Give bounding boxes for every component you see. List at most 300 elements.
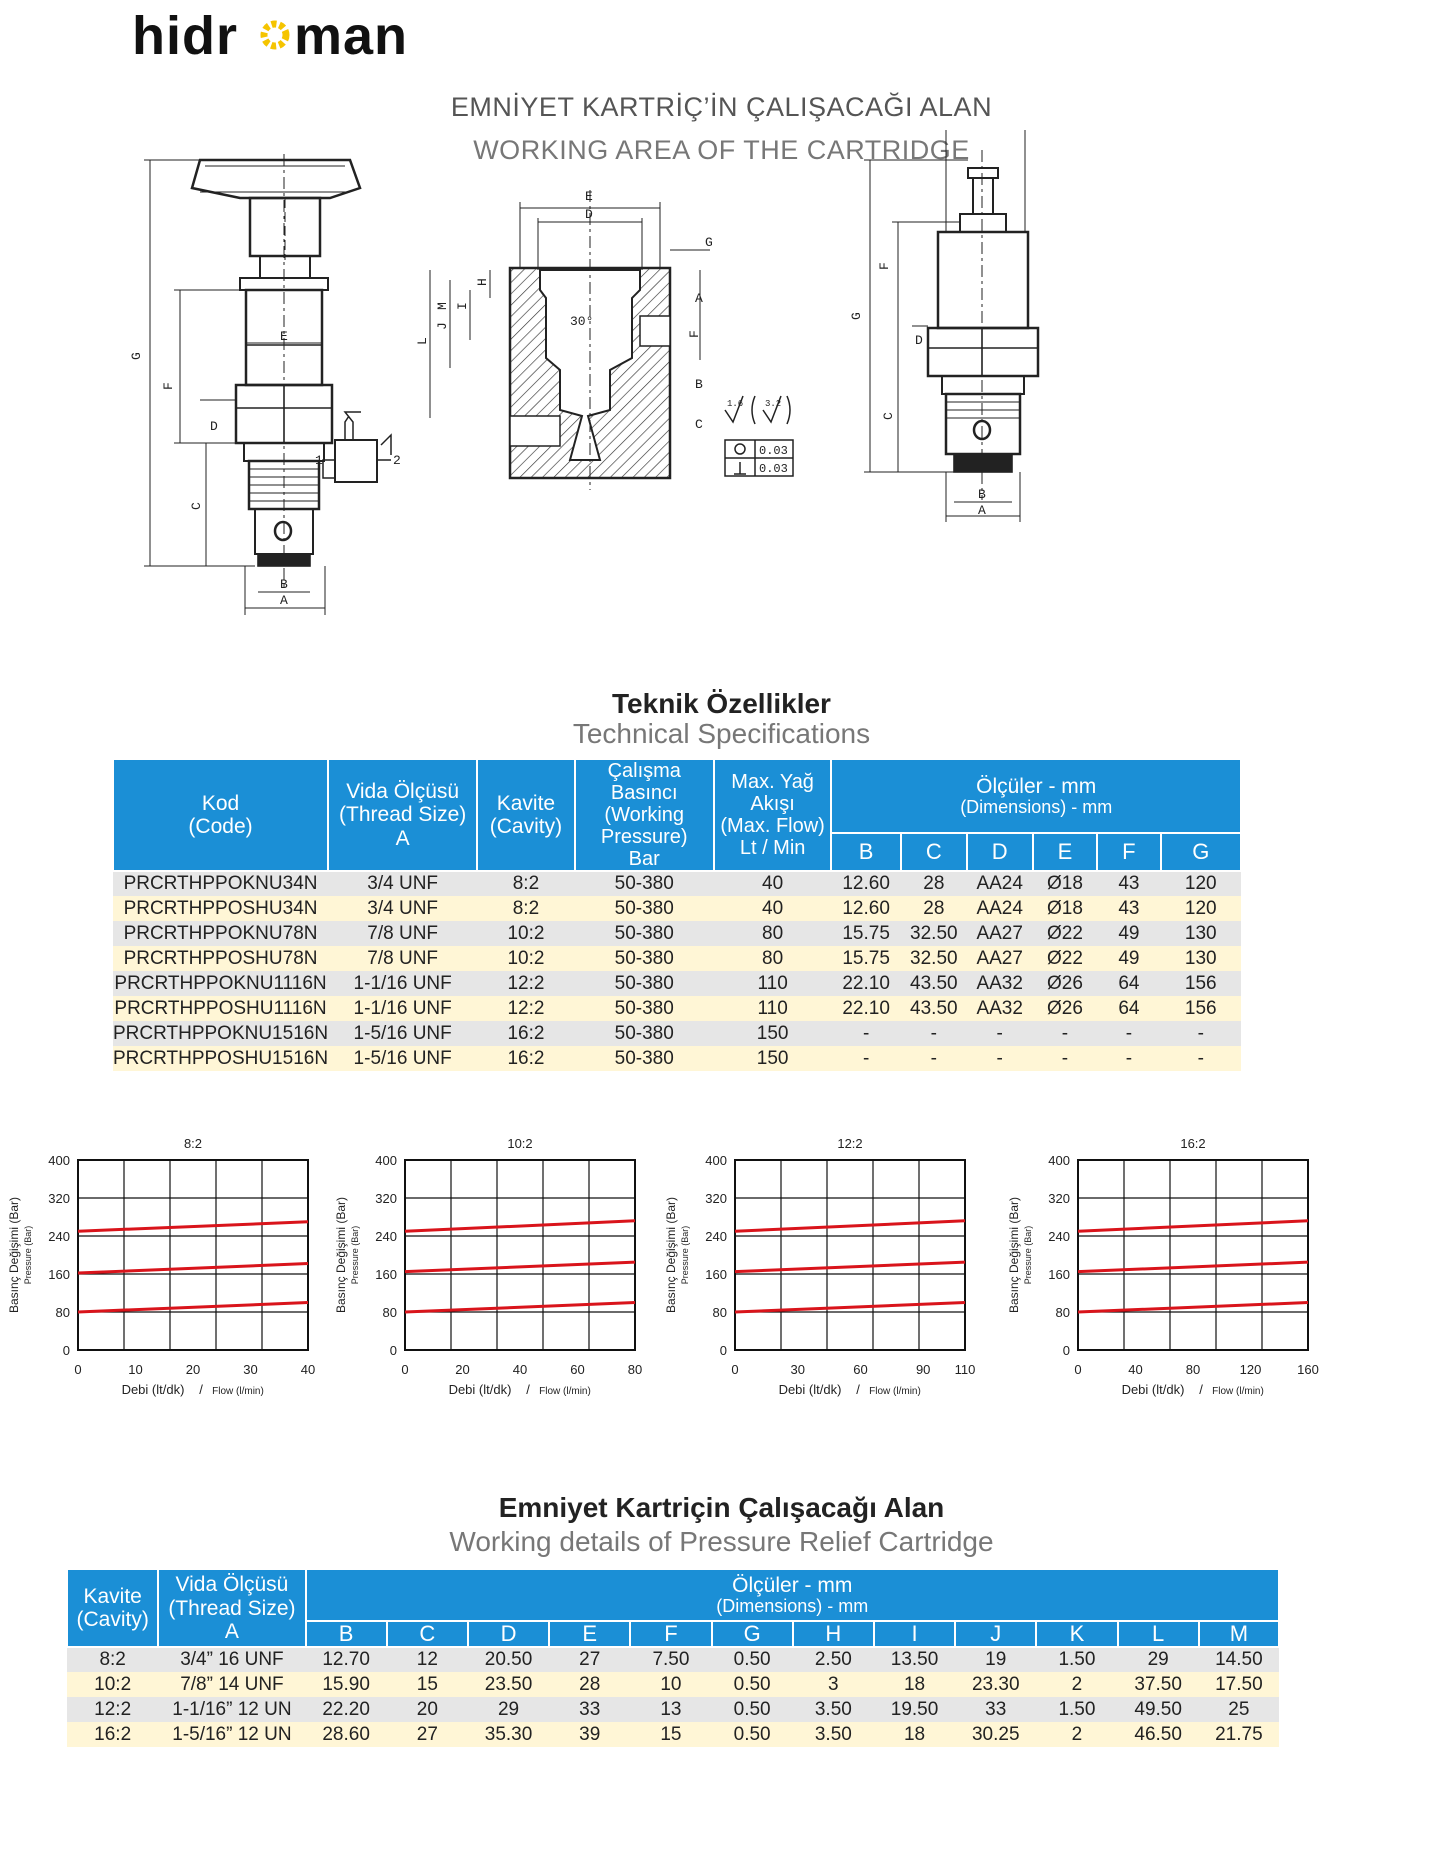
cavity-cell: 28.60 [306,1722,387,1747]
spec-cell: - [1161,1046,1242,1071]
cavity-cell: 3/4” 16 UNF [158,1647,305,1672]
chart-y-tick-label: 80 [382,1305,397,1320]
cavity-cell: 3.50 [793,1722,874,1747]
spec-cell: 7/8 UNF [328,921,477,946]
spec-cell: 120 [1161,896,1242,921]
cavity-cell: 15.90 [306,1672,387,1697]
spec-cell: Ø26 [1033,996,1098,1021]
right-cartridge-drawing [849,130,1038,522]
spec-cell: 43.50 [901,971,967,996]
spec-table-row [113,1046,1241,1071]
cavity-cell: 49.50 [1118,1697,1199,1722]
cavity-cell: 25 [1199,1697,1279,1722]
cavity-cell: 0.50 [712,1697,793,1722]
spec-cell: 22.10 [831,971,900,996]
cav-dim-col-l: L [1118,1621,1199,1647]
svg-text:G: G [705,235,713,250]
chart-x-label: Debi (lt/dk) [1121,1382,1185,1397]
cavity-title-en: Working details of Pressure Relief Cartridge [449,1526,994,1557]
spec-cell: 50-380 [575,871,714,896]
spec-cell: 64 [1097,971,1160,996]
spec-cell: 12.60 [831,896,900,921]
cavity-cell: 33 [549,1697,630,1722]
spec-cell: AA27 [967,946,1033,971]
spec-title-en: Technical Specifications [572,718,871,749]
chart-x-label: Debi (lt/dk) [448,1382,512,1397]
spec-cell: 22.10 [831,996,900,1021]
cavity-cell: 0.50 [712,1722,793,1747]
cavity-cell: 1.50 [1036,1697,1117,1722]
spec-cell: 10:2 [477,946,574,971]
surface-tolerance-box [725,396,793,476]
chart-y-tick-label: 0 [719,1343,727,1358]
spec-cell: 40 [714,896,832,921]
chart-x-tick-label: 10 [128,1362,143,1377]
svg-text:D: D [585,207,593,222]
cavity-cell: 3.50 [793,1697,874,1722]
chart-x-label-sep: / [199,1382,203,1397]
cavity-cell: 10 [630,1672,711,1697]
chart-plot-area [78,1160,308,1350]
spec-cell: PRCRTHPPOSHU34N [113,896,328,921]
chart-x-tick-label: 30 [790,1362,805,1377]
svg-text:2: 2 [393,453,401,468]
col-flow-header: Max. Yağ Akışı (Max. Flow) Lt / Min [714,759,832,871]
cavity-cell: 46.50 [1118,1722,1199,1747]
spec-cell: - [967,1046,1033,1071]
svg-text:F: F [687,330,702,338]
cavity-cell: 17.50 [1199,1672,1279,1697]
spec-cell: - [1033,1046,1098,1071]
svg-text:A: A [695,291,703,306]
chart-y-label: Basınç Değişimi (Bar) [664,1196,678,1314]
spec-cell: 43 [1097,896,1160,921]
chart-x-label-en: Flow (l/min) [1212,1386,1264,1397]
svg-text:man: man [294,6,409,66]
cav-dim-col-c: C [387,1621,468,1647]
cavity-cell: 35.30 [468,1722,549,1747]
chart-x-tick-label: 20 [455,1362,470,1377]
spec-cell: 1-5/16 UNF [328,1046,477,1071]
chart-x-label-en: Flow (l/min) [212,1386,264,1397]
cavity-cell: 15 [630,1722,711,1747]
spec-cell: 12:2 [477,971,574,996]
chart-y-tick-label: 320 [48,1191,70,1206]
spec-cell: 15.75 [831,946,900,971]
chart-y-label: Basınç Değişimi (Bar) [7,1196,21,1314]
svg-text:F: F [877,262,892,270]
left-cartridge-drawing [129,154,360,615]
spec-cell: 50-380 [575,946,714,971]
cavity-cell: 39 [549,1722,630,1747]
spec-cell: 16:2 [477,1046,574,1071]
spec-cell: PRCRTHPPOSHU1516N [113,1046,328,1071]
cavity-cell: 20.50 [468,1647,549,1672]
spec-cell: 156 [1161,996,1242,1021]
cav-dim-col-g: G [712,1621,793,1647]
chart-x-tick-label: 0 [1074,1362,1082,1377]
cavity-table [66,1568,1280,1747]
cavity-cell: 2.50 [793,1647,874,1672]
chart-y-tick-label: 320 [375,1191,397,1206]
svg-text:3.2: 3.2 [765,399,782,409]
chart-plot-area [1078,1160,1308,1350]
spec-cell: 12:2 [477,996,574,1021]
chart-y-tick-label: 240 [705,1229,727,1244]
spec-table-row [113,871,1241,896]
spec-cell: 130 [1161,921,1242,946]
chart-y-tick-label: 400 [705,1153,727,1168]
cavity-cell: 30.25 [955,1722,1036,1747]
chart-y-tick-label: 400 [375,1153,397,1168]
spec-cell: 80 [714,946,832,971]
spec-cell: 50-380 [575,996,714,1021]
chart-x-label: Debi (lt/dk) [121,1382,185,1397]
spec-cell: 156 [1161,971,1242,996]
chart-title: 12:2 [837,1136,863,1151]
cavity-cell: 1-5/16” 12 UN [158,1722,305,1747]
spec-cell: 50-380 [575,921,714,946]
col-cavity-header: Kavite (Cavity) [477,759,574,871]
cavity-cell: 7/8” 14 UNF [158,1672,305,1697]
spec-cell: 3/4 UNF [328,871,477,896]
spec-cell: 64 [1097,996,1160,1021]
svg-text:B: B [695,377,703,392]
svg-text:A: A [280,593,288,608]
chart-y-label-en: Pressure (Bar) [680,1225,690,1285]
spec-title-tr: Teknik Özellikler [612,688,831,719]
logo-gear-icon [264,24,286,46]
spec-cell: PRCRTHPPOSHU1116N [113,996,328,1021]
spec-cell: 43.50 [901,996,967,1021]
spec-table-row [113,971,1241,996]
spec-cell: PRCRTHPPOSHU78N [113,946,328,971]
chart-title: 10:2 [507,1136,533,1151]
spec-cell: AA32 [967,971,1033,996]
cavity-cell: 13 [630,1697,711,1722]
spec-cell: 50-380 [575,971,714,996]
chart-y-tick-label: 80 [712,1305,727,1320]
cavity-cell: 29 [468,1697,549,1722]
svg-text:30°: 30° [570,314,594,329]
spec-cell: 150 [714,1046,832,1071]
svg-text:0.03: 0.03 [759,462,788,476]
spec-cell: 49 [1097,946,1160,971]
cavity-cell: 23.30 [955,1672,1036,1697]
svg-text:G: G [129,352,144,360]
chart-y-tick-label: 320 [1048,1191,1070,1206]
svg-text:hidr: hidr [132,6,238,66]
spec-table-row [113,946,1241,971]
spec-cell: 50-380 [575,896,714,921]
svg-text:C: C [189,502,204,510]
spec-cell: 130 [1161,946,1242,971]
chart-y-tick-label: 0 [389,1343,397,1358]
cavity-cell: 14.50 [1199,1647,1279,1672]
chart-y-tick-label: 160 [1048,1267,1070,1282]
spec-cell: Ø22 [1033,921,1098,946]
spec-cell: 28 [901,871,967,896]
spec-table [112,758,1242,1071]
spec-cell: 1-1/16 UNF [328,996,477,1021]
cavity-cell: 2 [1036,1672,1117,1697]
svg-text:L: L [415,337,430,345]
cavity-section-drawing [415,189,713,490]
spec-cell: 1-1/16 UNF [328,971,477,996]
cav-dim-col-f: F [630,1621,711,1647]
cavity-cell: 18 [874,1722,955,1747]
svg-text:B: B [978,487,986,502]
chart-x-tick-label: 120 [1239,1362,1262,1377]
svg-text:I: I [455,302,470,310]
spec-cell: 80 [714,921,832,946]
cavity-cell: 19.50 [874,1697,955,1722]
spec-cell: 50-380 [575,1046,714,1071]
cavity-cell: 10:2 [67,1672,158,1697]
chart-x-tick-label: 160 [1297,1362,1319,1377]
chart-x-label-sep: / [526,1382,530,1397]
cav-dim-col-d: D [468,1621,549,1647]
chart-y-label-en: Pressure (Bar) [1023,1225,1033,1285]
dim-col-g: G [1161,833,1242,871]
cavity-cell: 27 [387,1722,468,1747]
cavity-cell: 18 [874,1672,955,1697]
chart-y-tick-label: 400 [1048,1153,1070,1168]
cavity-cell: 15 [387,1672,468,1697]
spec-cell: - [967,1021,1033,1046]
cavity-table-row [67,1672,1279,1697]
chart-x-label-en: Flow (l/min) [539,1386,591,1397]
chart-plot-area [405,1160,635,1350]
spec-table-row [113,996,1241,1021]
chart-title: 16:2 [1180,1136,1206,1151]
spec-cell: 28 [901,896,967,921]
spec-cell: AA24 [967,871,1033,896]
spec-cell: 7/8 UNF [328,946,477,971]
chart-x-tick-label: 60 [853,1362,868,1377]
chart-y-label: Basınç Değişimi (Bar) [334,1196,348,1314]
svg-text:A: A [978,503,986,518]
chart-x-tick-label: 20 [185,1362,201,1377]
cav-dim-col-m: M [1199,1621,1279,1647]
svg-text:E: E [585,189,593,204]
spec-cell: 49 [1097,921,1160,946]
chart-x-tick-label: 40 [300,1362,316,1377]
cavity-cell: 12:2 [67,1697,158,1722]
spec-cell: Ø22 [1033,946,1098,971]
cav-dim-col-i: I [874,1621,955,1647]
svg-text:H: H [475,278,490,286]
cav-col-thread-header: Vida Ölçüsü (Thread Size) A [158,1569,305,1647]
chart-y-tick-label: 80 [55,1305,70,1320]
spec-cell: - [901,1046,967,1071]
chart-y-tick-label: 0 [62,1343,70,1358]
col-dims-header: Ölçüler - mm (Dimensions) - mm [831,759,1241,833]
spec-section-title [0,688,1443,750]
chart-y-label-en: Pressure (Bar) [350,1225,360,1285]
chart-x-tick-label: 60 [570,1362,585,1377]
svg-text:1.6: 1.6 [727,399,744,409]
cavity-cell: 1-1/16” 12 UN [158,1697,305,1722]
spec-cell: 32.50 [901,946,967,971]
spec-table-body [113,871,1241,1071]
chart-x-tick-label: 0 [401,1362,409,1377]
chart-x-label-sep: / [856,1382,860,1397]
spec-cell: AA24 [967,896,1033,921]
cav-dim-col-b: B [306,1621,387,1647]
cavity-cell: 12.70 [306,1647,387,1672]
cav-dim-col-e: E [549,1621,630,1647]
cavity-cell: 1.50 [1036,1647,1117,1672]
chart-x-tick-label: 110 [954,1362,976,1377]
svg-text:G: G [849,312,864,320]
cavity-table-row [67,1722,1279,1747]
chart-x-tick-label: 80 [1185,1362,1201,1377]
spec-cell: AA27 [967,921,1033,946]
cav-col-dims-header: Ölçüler - mm (Dimensions) - mm [306,1569,1279,1621]
chart-y-tick-label: 160 [375,1267,397,1282]
spec-cell: 12.60 [831,871,900,896]
chart-y-tick-label: 320 [705,1191,727,1206]
spec-cell: - [1097,1021,1160,1046]
cavity-cell: 28 [549,1672,630,1697]
cavity-cell: 27 [549,1647,630,1672]
spec-cell: 110 [714,996,832,1021]
dim-col-f: F [1097,833,1160,871]
cav-dim-col-j: J [955,1621,1036,1647]
svg-text:1: 1 [315,453,323,468]
cavity-title-tr: Emniyet Kartriçin Çalışacağı Alan [498,1492,945,1523]
svg-text:B: B [280,577,288,592]
cavity-cell: 0.50 [712,1647,793,1672]
header-title-en: WORKING AREA OF THE CARTRIDGE [473,135,970,165]
chart-y-label-en: Pressure (Bar) [23,1225,33,1285]
spec-cell: PRCRTHPPOKNU1516N [113,1021,328,1046]
svg-text:D: D [915,333,923,348]
cavity-cell: 7.50 [630,1647,711,1672]
chart-x-tick-label: 40 [512,1362,528,1377]
spec-cell: 16:2 [477,1021,574,1046]
spec-cell: 10:2 [477,921,574,946]
chart-y-tick-label: 160 [705,1267,727,1282]
cavity-cell: 29 [1118,1647,1199,1672]
chart-y-label: Basınç Değişimi (Bar) [1007,1196,1021,1314]
spec-cell: 110 [714,971,832,996]
cavity-cell: 13.50 [874,1647,955,1672]
spec-cell: - [831,1021,900,1046]
chart-plot-area [735,1160,965,1350]
cavity-cell: 21.75 [1199,1722,1279,1747]
svg-text:0.03: 0.03 [759,444,788,458]
svg-text:F: F [161,382,176,390]
chart-y-tick-label: 80 [1055,1305,1070,1320]
spec-cell: 8:2 [477,896,574,921]
dim-col-d: D [967,833,1033,871]
cav-dim-col-k: K [1036,1621,1117,1647]
cavity-table-row [67,1647,1279,1672]
cavity-section-title [0,1492,1443,1558]
spec-cell: PRCRTHPPOKNU34N [113,871,328,896]
chart-x-label-sep: / [1199,1382,1203,1397]
spec-cell: Ø18 [1033,896,1098,921]
cavity-cell: 2 [1036,1722,1117,1747]
spec-cell: 3/4 UNF [328,896,477,921]
cavity-cell: 23.50 [468,1672,549,1697]
brand-logo [132,6,442,68]
spec-cell: - [1033,1021,1098,1046]
cav-dim-col-h: H [793,1621,874,1647]
spec-cell: 32.50 [901,921,967,946]
spec-cell: 1-5/16 UNF [328,1021,477,1046]
svg-text:J: J [435,322,450,330]
chart-title: 8:2 [183,1136,203,1151]
cavity-cell: 37.50 [1118,1672,1199,1697]
svg-text:D: D [210,419,218,434]
spec-cell: - [901,1021,967,1046]
col-code-header: Kod (Code) [113,759,328,871]
charts-svg [0,1120,1443,1420]
spec-cell: - [831,1046,900,1071]
spec-table-row [113,1021,1241,1046]
col-pressure-header: Çalışma Basıncı (Working Pressure) Bar [575,759,714,871]
cavity-cell: 33 [955,1697,1036,1722]
spec-cell: 150 [714,1021,832,1046]
spec-cell: 50-380 [575,1021,714,1046]
cavity-cell: 0.50 [712,1672,793,1697]
chart-y-tick-label: 160 [48,1267,70,1282]
cavity-cell: 3 [793,1672,874,1697]
spec-cell: 8:2 [477,871,574,896]
chart-x-label-en: Flow (l/min) [869,1386,921,1397]
spec-cell: 40 [714,871,832,896]
cavity-cell: 20 [387,1697,468,1722]
chart-x-tick-label: 0 [74,1362,82,1377]
cavity-cell: 16:2 [67,1722,158,1747]
cav-col-cavity-header: Kavite (Cavity) [67,1569,158,1647]
spec-cell: 15.75 [831,921,900,946]
dim-col-b: B [831,833,900,871]
chart-y-tick-label: 240 [48,1229,70,1244]
cavity-table-row [67,1697,1279,1722]
chart-y-tick-label: 240 [1048,1229,1070,1244]
technical-drawings [120,130,1250,670]
cavity-cell: 12 [387,1647,468,1672]
spec-cell: PRCRTHPPOKNU1116N [113,971,328,996]
spec-cell: AA32 [967,996,1033,1021]
chart-x-tick-label: 40 [1128,1362,1143,1377]
hydraulic-symbol [315,412,401,482]
spec-cell: - [1097,1046,1160,1071]
spec-cell: 43 [1097,871,1160,896]
chart-y-tick-label: 0 [1062,1343,1070,1358]
spec-cell: Ø18 [1033,871,1098,896]
chart-x-tick-label: 90 [915,1362,931,1377]
spec-cell: 120 [1161,871,1242,896]
cavity-cell: 22.20 [306,1697,387,1722]
chart-x-label: Debi (lt/dk) [778,1382,842,1397]
svg-text:C: C [695,417,703,432]
spec-table-row [113,921,1241,946]
cavity-cell: 8:2 [67,1647,158,1672]
chart-y-tick-label: 400 [48,1153,70,1168]
spec-cell: - [1161,1021,1242,1046]
col-thread-header: Vida Ölçüsü (Thread Size) A [328,759,477,871]
chart-y-tick-label: 240 [375,1229,397,1244]
dim-col-c: C [901,833,967,871]
chart-x-tick-label: 0 [731,1362,739,1377]
dim-col-e: E [1033,833,1098,871]
cavity-cell: 19 [955,1647,1036,1672]
